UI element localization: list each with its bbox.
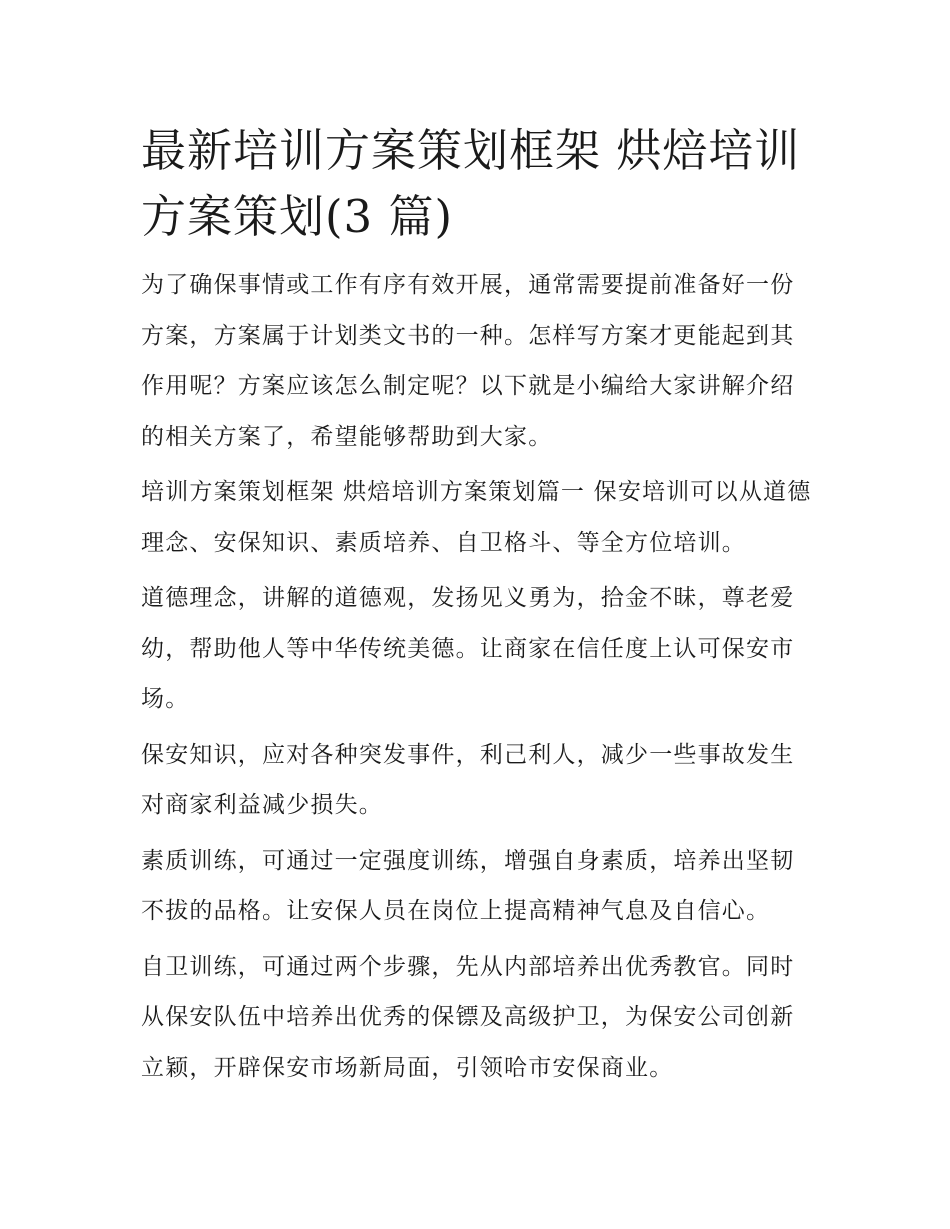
document-title: 最新培训方案策划框架 烘焙培训方案策划(3 篇) <box>141 124 801 243</box>
paragraph-section-one: 培训方案策划框架 烘焙培训方案策划篇一 保安培训可以从道德理念、安保知识、素质培养、自卫格斗、等全方位培训。 <box>141 479 812 556</box>
paragraph-self-defense: 自卫训练，可通过两个步骤，先从内部培养出优秀教官。同时从保安队伍中培养出优秀的保镖及高级护卫，为保安公司创新立颖，开辟保安市场新局面，引领哈市安保商业。 <box>141 953 795 1081</box>
paragraph-knowledge: 保安知识，应对各种突发事件，利己利人，减少一些事故发生对商家利益减少损失。 <box>141 741 795 818</box>
paragraph-intro: 为了确保事情或工作有序有效开展，通常需要提前准备好一份方案，方案属于计划类文书的一种。怎样写方案才更能起到其作用呢？方案应该怎么制定呢？以下就是小编给大家讲解介绍的相关方案了，希望能够帮助到大家。 <box>141 272 795 450</box>
paragraph-moral: 道德理念，讲解的道德观，发扬见义勇为，拾金不昧，尊老爱幼，帮助他人等中华传统美德。让商家在信任度上认可保安市场。 <box>141 585 795 712</box>
paragraph-quality: 素质训练，可通过一定强度训练，增强自身素质，培养出坚韧不拔的品格。让安保人员在岗位上提高精神气息及自信心。 <box>141 847 795 924</box>
document-page <box>141 118 813 1098</box>
